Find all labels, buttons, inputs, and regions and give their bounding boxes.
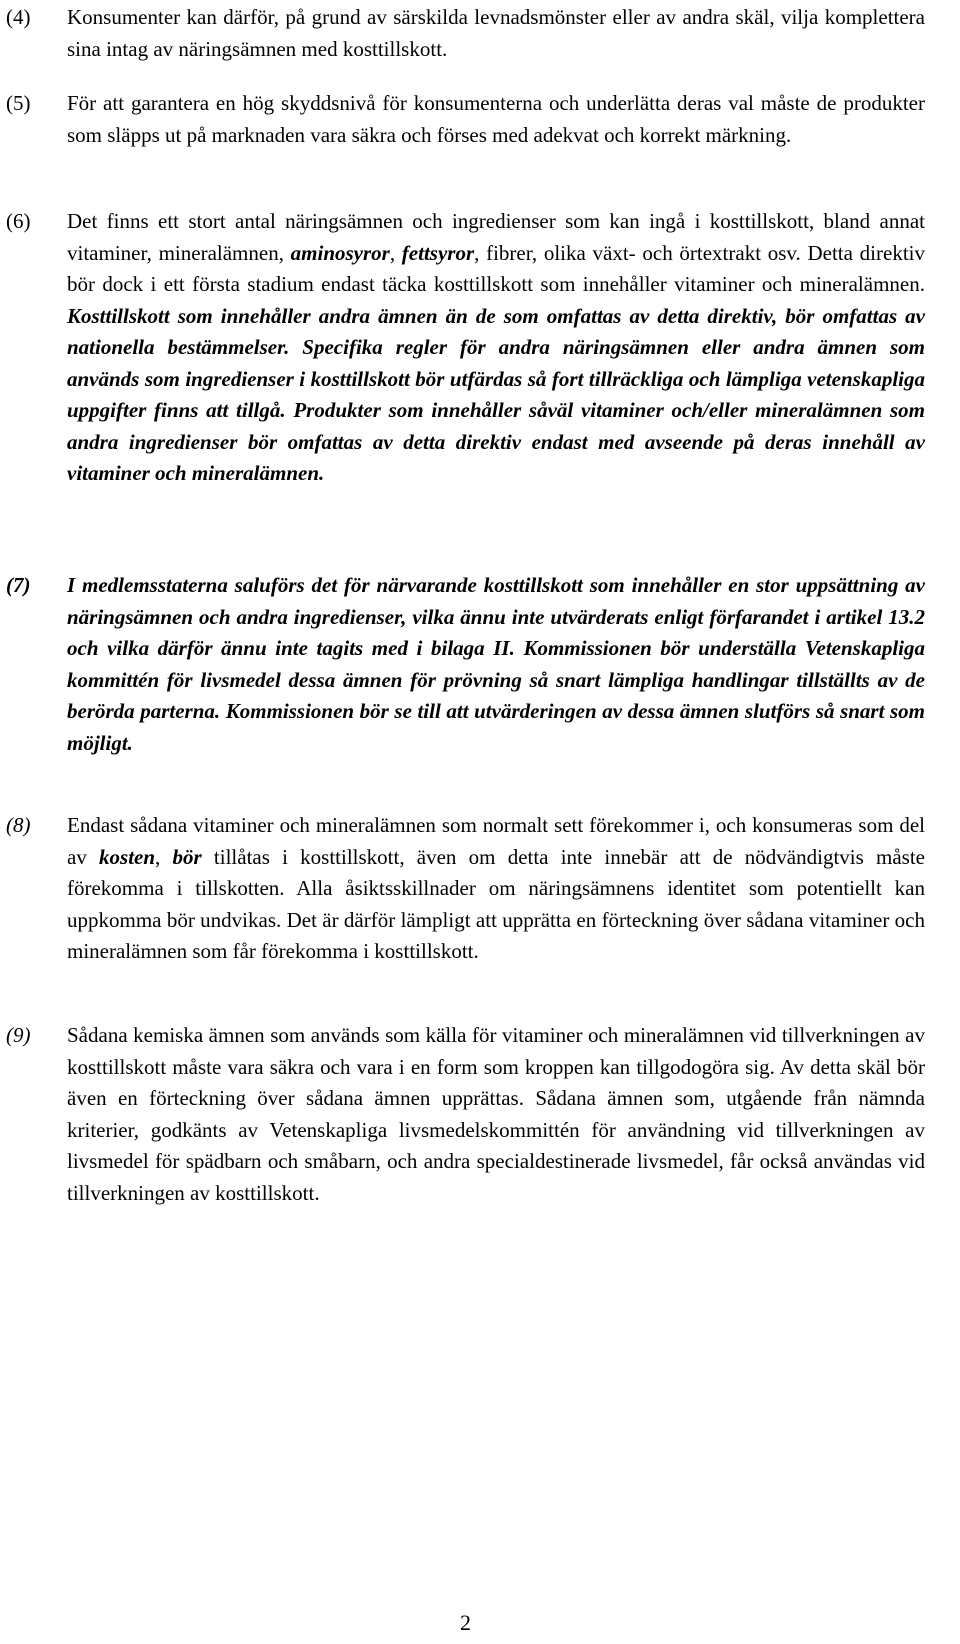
emphasis-fettsyror: fettsyror <box>401 240 475 265</box>
text-segment: Konsumenter kan därför, på grund av särskilda levnadsmönster eller av andra skäl, vilja komplettera sina intag av näringsämnen med kosttillskott. <box>67 5 925 61</box>
paragraph-number: (5) <box>6 91 31 115</box>
text-segment: , fibrer, olika växt- och örtextrakt osv. Detta direktiv bör dock i ett första stadium endast täcka kosttillskott som innehåller vitaminer och mineralämnen. <box>67 240 925 296</box>
emphasis-aminosyror: aminosyror <box>290 240 390 265</box>
text-segment: tillåtas i kosttillskott, även om detta inte innebär att de nödvändigtvis måste förekomma i tillskotten. Alla åsiktsskillnader om näringsämnens identitet som potentiellt kan uppkomma bör undvikas. Det är därför lämpligt att upprätta en förteckning över sådana vitaminer och mineralämnen som får förekomma i kosttillskott. <box>67 844 926 963</box>
paragraph-number: (7) <box>6 573 31 597</box>
paragraph-number: (8) <box>6 813 31 837</box>
emphasis-kosten: kosten <box>99 844 156 869</box>
paragraph-text <box>67 206 925 490</box>
text-segment: I medlemsstaterna saluförs det för närvarande kosttillskott som innehåller en stor uppsättning av näringsämnen och andra ingredienser, vilka ännu inte utvärderats enligt förfarandet i artikel 13.2 och vilka därför ännu inte tagits med i bilaga II. Kommissionen bör underställa Vetenskapliga kommittén för livsmedel dessa ämnen för prövning så snart lämpliga handlingar tillställts av de berörda parterna. Kommissionen bör se till att utvärderingen av dessa ämnen slutförs så snart som möjligt. <box>67 573 925 755</box>
paragraph-text <box>67 88 925 151</box>
paragraph-number: (9) <box>6 1023 31 1047</box>
page-number: 2 <box>460 1610 471 1635</box>
paragraph-text <box>67 1020 925 1209</box>
paragraph-text <box>67 570 925 759</box>
emphasis-amendment: Kosttillskott som innehåller andra ämnen än de som omfattas av detta direktiv, bör omfattas av nationella bestämmelser. Specifika regler för andra näringsämnen eller andra ämnen som används som ingredienser i kosttillskott bör utfärdas så fort tillräckliga och lämpliga vetenskapliga uppgifter finns att tillgå. Produkter som innehåller såväl vitaminer och/eller mineralämnen som andra ingredienser bör omfattas av detta direktiv endast med avseende på deras innehåll av vitaminer och mineralämnen. <box>67 303 925 485</box>
text-segment: Endast sådana vitaminer och mineralämnen som normalt sett förekommer i, och konsumeras som del av <box>67 813 925 869</box>
paragraph-text <box>67 2 925 65</box>
paragraph-number: (6) <box>6 209 31 233</box>
text-segment: Sådana kemiska ämnen som används som källa för vitaminer och mineralämnen vid tillverkningen av kosttillskott måste vara säkra och vara i en form som kroppen kan tillgodogöra sig. Av detta skäl bör även en förteckning över sådana ämnen upprättas. Sådana ämnen som, utgående från nämnda kriterier, godkänts av Vetenskapliga livsmedelskommittén för användning vid tillverkningen av livsmedel för spädbarn och småbarn, och andra specialdestinerade livsmedel, får också användas vid tillverkningen av kosttillskott. <box>67 1023 925 1205</box>
text-segment: För att garantera en hög skyddsnivå för konsumenterna och underlätta deras val måste de produkter som släpps ut på marknaden vara säkra och förses med adekvat och korrekt märkning. <box>67 91 925 147</box>
text-segment: , <box>389 240 402 265</box>
paragraph-text <box>67 810 925 968</box>
emphasis-bor: bör <box>172 844 202 869</box>
text-segment: , <box>155 844 173 869</box>
paragraph-number: (4) <box>6 5 31 29</box>
text-segment: Det finns ett stort antal näringsämnen och ingredienser som kan ingå i kosttillskott, bland annat vitaminer, mineralämnen, <box>67 209 925 265</box>
